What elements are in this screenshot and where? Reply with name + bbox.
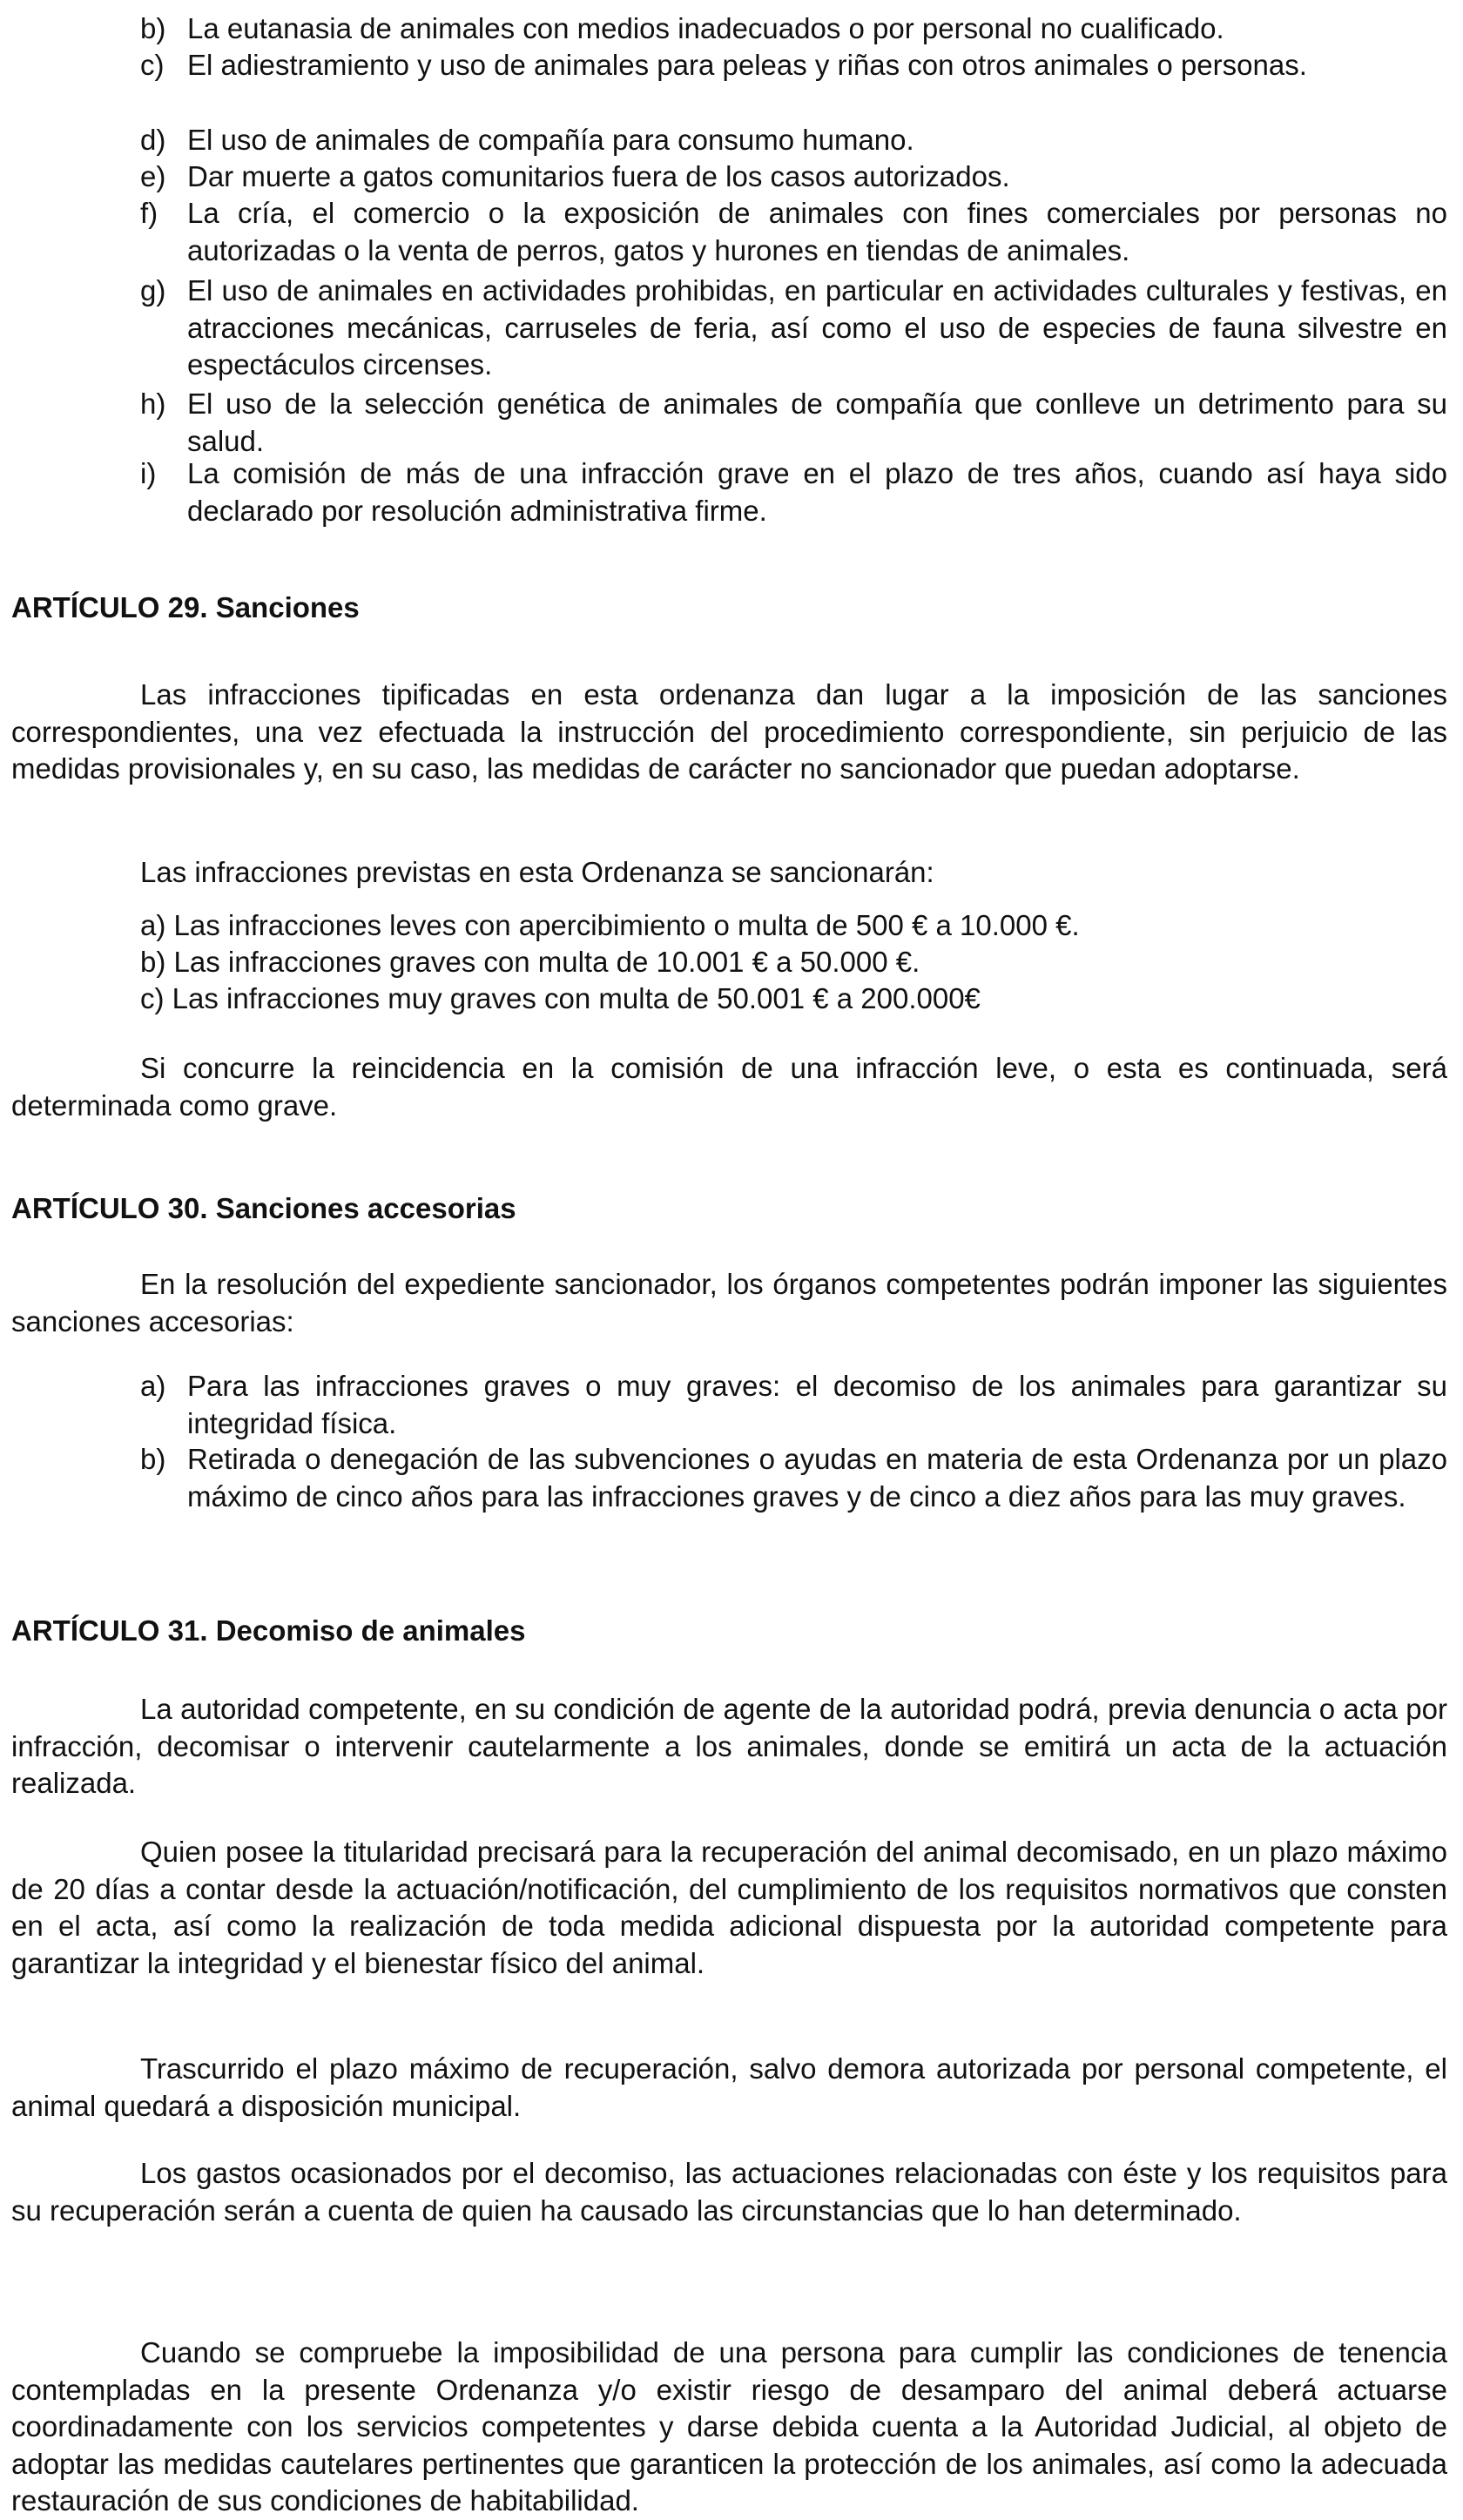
list-text: Retirada o denegación de las subvenciones o ayudas en materia de esta Ordenanza por un plazo máximo de cinco años para las infracciones graves y de cinco a diez años para las muy graves. (187, 1443, 1447, 1513)
list-item (140, 195, 1447, 269)
article-31-heading: ARTÍCULO 31. Decomiso de animales (11, 1614, 526, 1647)
paragraph: Trascurrido el plazo máximo de recuperación, salvo demora autorizada por personal competente, el animal quedará a disposición municipal. (11, 2052, 1447, 2122)
paragraph: La autoridad competente, en su condición de agente de la autoridad podrá, previa denuncia o acta por infracción, decomisar o intervenir cautelarmente a los animales, donde se emitirá un acta de la actuación realizada. (11, 1693, 1447, 1800)
list-label: c) (140, 49, 165, 81)
list-label: a) (140, 1370, 166, 1402)
list-label: i) (140, 457, 157, 489)
paragraph: Las infracciones previstas en esta Ordenanza se sancionarán: (140, 856, 934, 888)
list-item (140, 10, 1447, 48)
list-label: e) (140, 160, 166, 192)
list-item (140, 158, 1447, 196)
paragraph: Las infracciones tipificadas en esta ordenanza dan lugar a la imposición de las sanciones correspondientes, una vez efectuada la instrucción del procedimiento correspondiente, sin perjuicio de las medidas provisionales y, en su caso, las medidas de carácter no sancionador que puedan adoptarse. (11, 678, 1447, 785)
list-item (140, 386, 1447, 460)
list-item (140, 455, 1447, 529)
list-text: El uso de animales de compañía para consumo humano. (187, 124, 914, 156)
sanction-item: b) Las infracciones graves con multa de 10.001 € a 50.000 €. (140, 946, 920, 978)
list-text: Dar muerte a gatos comunitarios fuera de los casos autorizados. (187, 160, 1010, 192)
list-text: La eutanasia de animales con medios inadecuados o por personal no cualificado. (187, 12, 1224, 44)
list-label: f) (140, 197, 158, 229)
paragraph: Los gastos ocasionados por el decomiso, las actuaciones relacionadas con éste y los requisitos para su recuperación serán a cuenta de quien ha causado las circunstancias que lo han determinado. (11, 2157, 1447, 2227)
paragraph: Si concurre la reincidencia en la comisión de una infracción leve, o esta es continuada, será determinada como grave. (11, 1052, 1447, 1122)
list-label: h) (140, 387, 166, 420)
list-item (140, 1368, 1447, 1442)
list-text: La cría, el comercio o la exposición de animales con fines comerciales por personas no autorizadas o la venta de perros, gatos y hurones en tiendas de animales. (187, 197, 1447, 266)
sanction-item: a) Las infracciones leves con apercibimiento o multa de 500 € a 10.000 €. (140, 909, 1080, 941)
list-item (140, 273, 1447, 384)
list-text: Para las infracciones graves o muy graves: el decomiso de los animales para garantizar su integridad física. (187, 1370, 1447, 1439)
list-text: El uso de animales en actividades prohibidas, en particular en actividades culturales y festivas, en atracciones mecánicas, carruseles de feria, así como el uso de especies de fauna silvestre en espectáculos circenses. (187, 274, 1447, 381)
list-label: g) (140, 274, 166, 307)
list-item (140, 122, 1447, 159)
list-text: El adiestramiento y uso de animales para peleas y riñas con otros animales o personas. (187, 49, 1307, 81)
list-label: b) (140, 12, 166, 44)
list-item (140, 47, 1447, 84)
paragraph: Cuando se compruebe la imposibilidad de una persona para cumplir las condiciones de tenencia contempladas en la presente Ordenanza y/o existir riesgo de desamparo del animal deberá actuarse coordinadamente con los servicios competentes y darse debida cuenta a la Autoridad Judicial, al objeto de adoptar las medidas cautelares pertinentes que garanticen la protección de los animales, así como la adecuada restauración de sus condiciones de habitabilidad. (11, 2336, 1447, 2517)
paragraph: En la resolución del expediente sancionador, los órganos competentes podrán imponer las siguientes sanciones accesorias: (11, 1268, 1447, 1337)
list-text: La comisión de más de una infracción grave en el plazo de tres años, cuando así haya sido declarado por resolución administrativa firme. (187, 457, 1447, 527)
sanction-item: c) Las infracciones muy graves con multa de 50.001 € a 200.000€ (140, 982, 981, 1014)
list-text: El uso de la selección genética de animales de compañía que conlleve un detrimento para su salud. (187, 387, 1447, 457)
list-label: b) (140, 1443, 166, 1475)
article-29-heading: ARTÍCULO 29. Sanciones (11, 591, 360, 623)
list-label: d) (140, 124, 166, 156)
paragraph: Quien posee la titularidad precisará para la recuperación del animal decomisado, en un plazo máximo de 20 días a contar desde la actuación/notificación, del cumplimiento de los requisitos normativos que consten en el acta, así como la realización de toda medida adicional dispuesta por la autoridad competente para garantizar la integridad y el bienestar físico del animal. (11, 1836, 1447, 1979)
article-30-heading: ARTÍCULO 30. Sanciones accesorias (11, 1192, 516, 1224)
list-item (140, 1441, 1447, 1515)
